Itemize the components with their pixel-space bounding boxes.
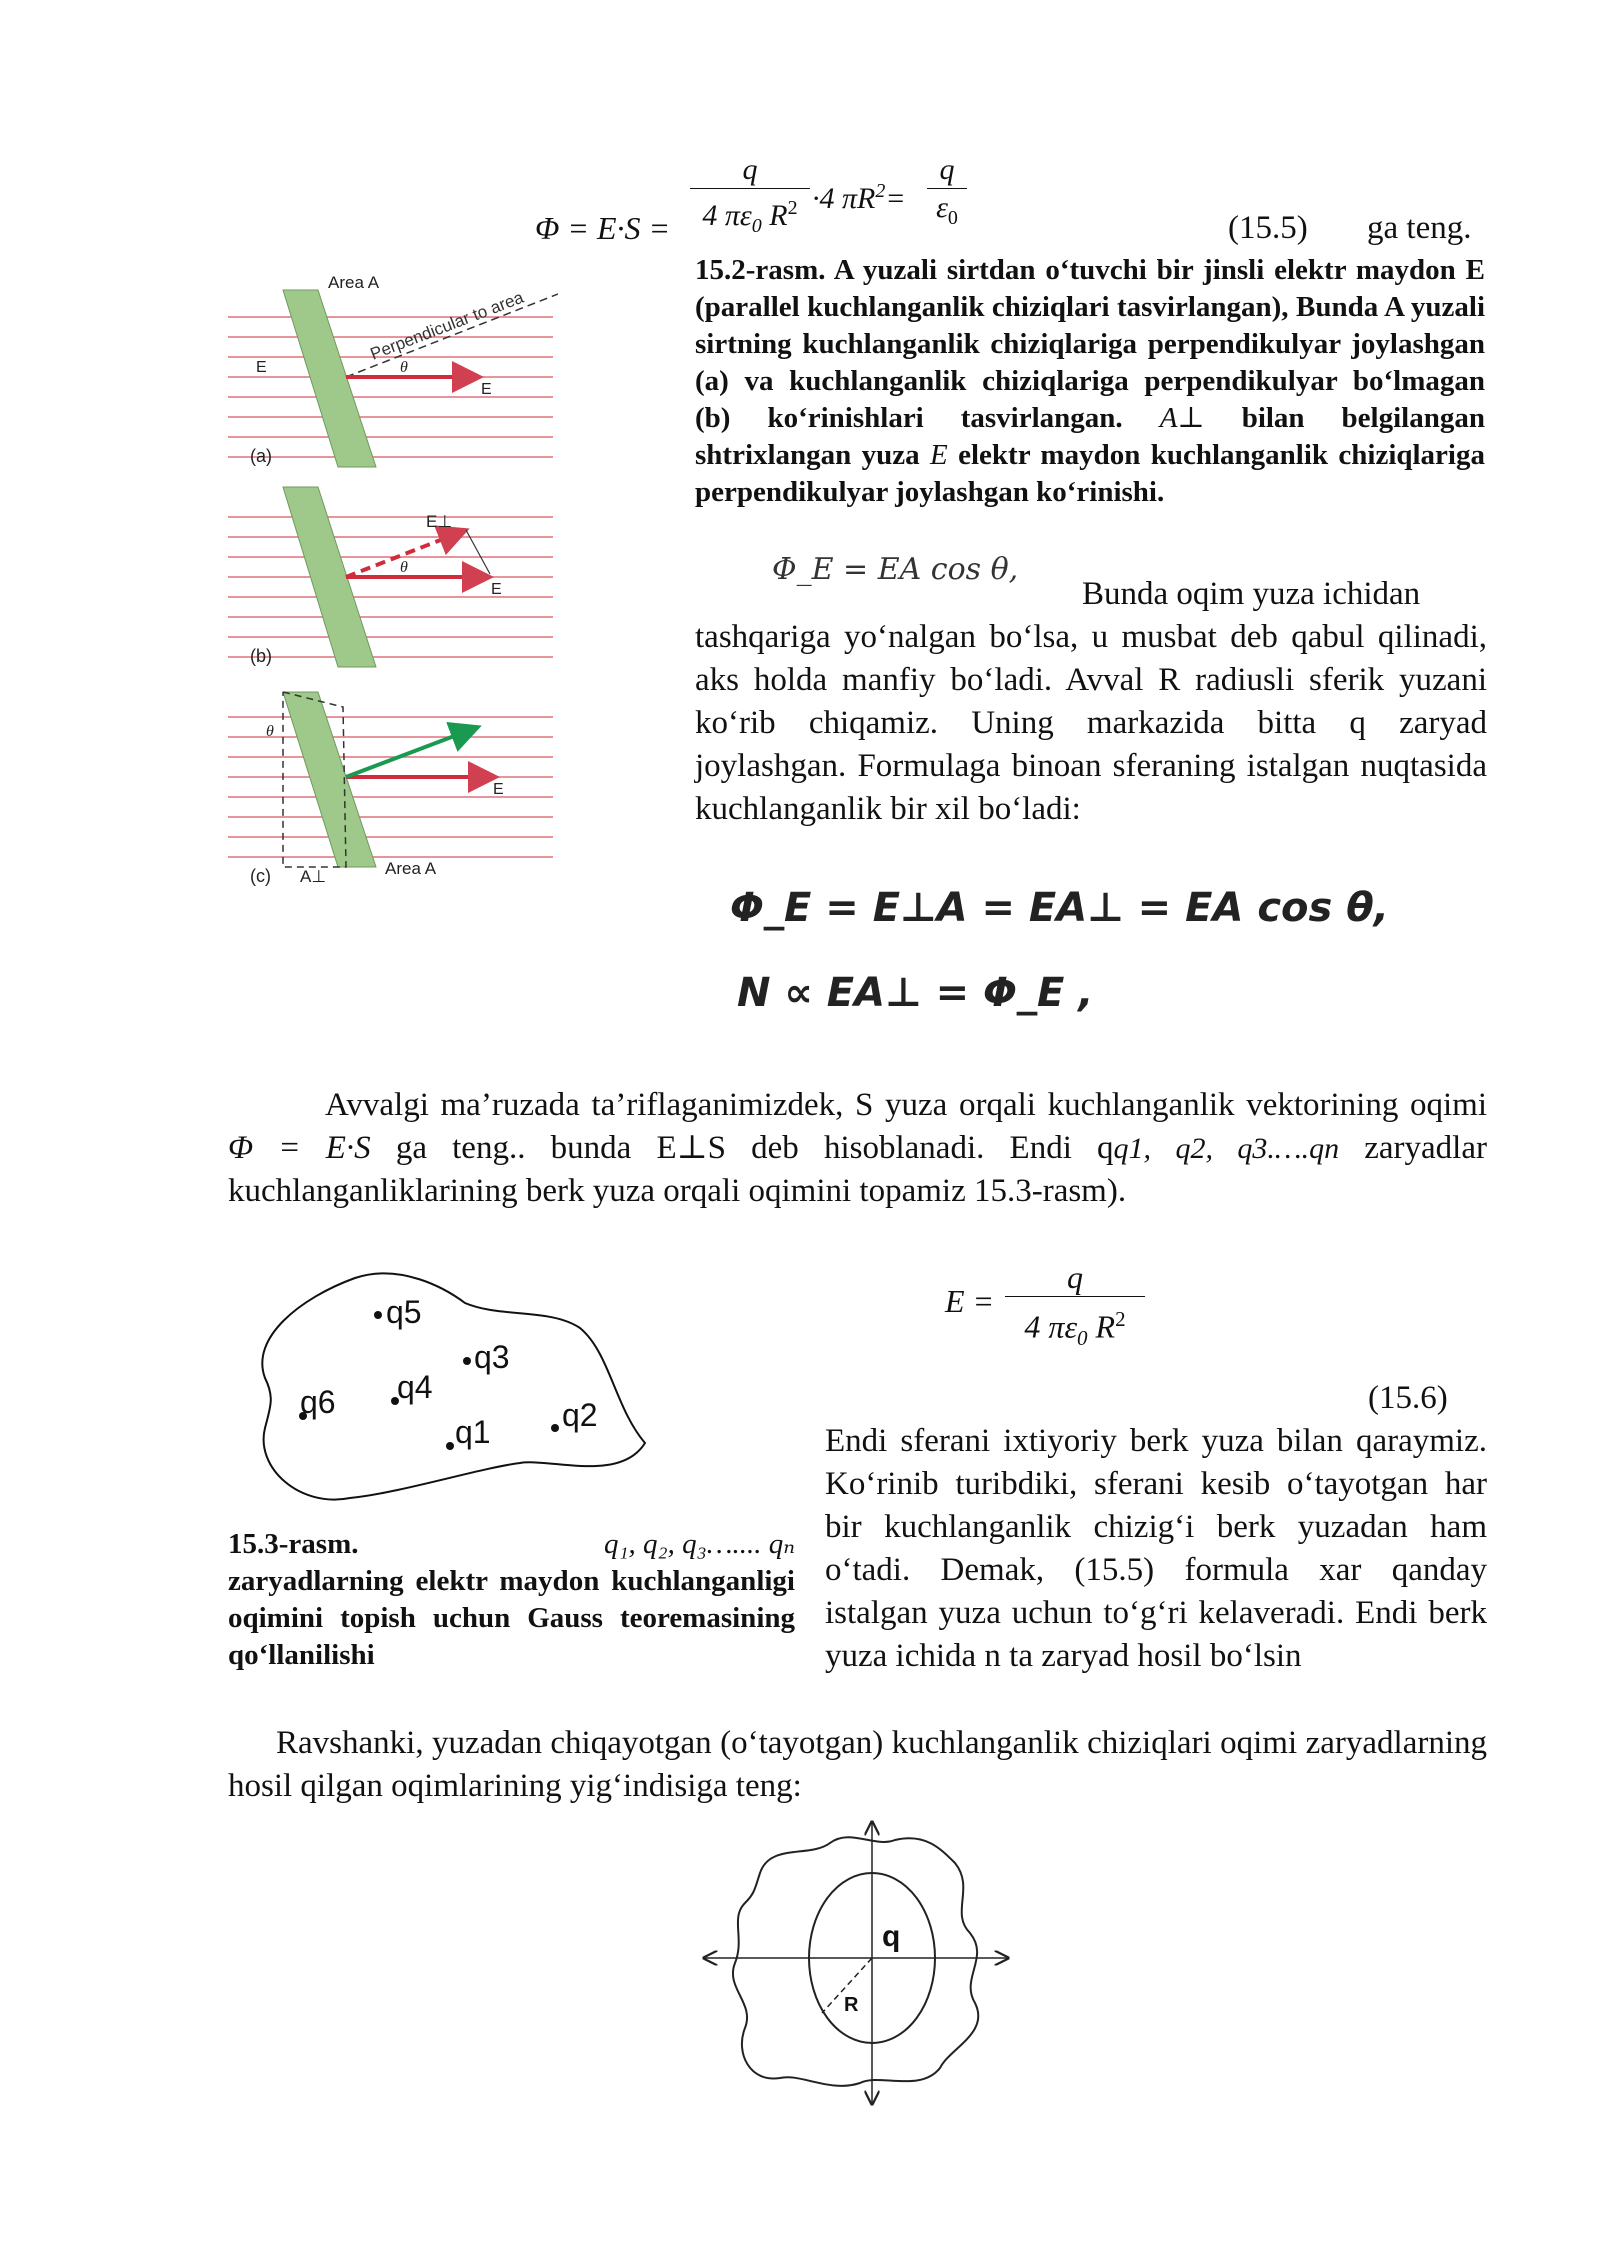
formula-15-6-number: (15.6) bbox=[1368, 1380, 1448, 1416]
panel-b-e: E bbox=[491, 581, 502, 598]
panel-b-field-lines bbox=[228, 517, 553, 657]
figure-15-3 bbox=[240, 1258, 660, 1508]
panel-b-theta: θ bbox=[400, 559, 408, 576]
formula-15-5-frac2: q $\varepsilon_0$ bbox=[927, 152, 967, 237]
panel-c-area-label: Area A bbox=[385, 859, 437, 878]
formula-15-5-mid: ·4 $\pi R^2=$ bbox=[812, 180, 906, 215]
paragraph-3: Endi sferani ixtiyoriy berk yuza bilan qaraymiz. Ko‘rinib turibdiki, sferani kesib o‘tayotgan har bir kuchlanganlik chizig‘i berk yuzadan ham o‘tadi. Demak, (15.5) formula xar qanday istalgan yuza uchun to‘g‘ri kelaveradi. Endi berk yuza ichida n ta zaryad hosil bo‘lsin bbox=[825, 1423, 1487, 1674]
panel-c-e: E bbox=[493, 781, 504, 798]
panel-a-perp-line bbox=[346, 294, 558, 377]
panel-a-area-label: Area A bbox=[328, 273, 380, 292]
big-equation-2: N ∝ EA⊥ = Φ_E , bbox=[737, 970, 1094, 1016]
charge-label: q1 bbox=[455, 1414, 491, 1450]
charge-label: q4 bbox=[397, 1369, 433, 1405]
formula-15-5-number: (15.5) bbox=[1228, 210, 1308, 246]
sphere-radius-label: R bbox=[844, 1994, 859, 2016]
charge-label: q3 bbox=[474, 1339, 510, 1375]
paragraph-2: Avvalgi ma’ruzada ta’riflaganimizdek, S yuza orqali kuchlanganlik vektorining oqimi Φ = E·S ga teng.. bunda E⊥S deb hisoblanadi. Endi qq1, q2, q3.….qn zaryadlar kuchlanganliklarining berk yuza orqali oqimini topamiz 15.3-rasm). bbox=[228, 1087, 1487, 1209]
panel-a-theta: θ bbox=[400, 359, 408, 376]
panel-c-theta: θ bbox=[266, 723, 274, 740]
sphere-charge-label: q bbox=[882, 1920, 901, 1953]
formula-15-5-tail: ga teng. bbox=[1367, 210, 1472, 246]
paragraph-1: tashqariga yo‘nalgan bo‘lsa, u musbat deb qabul qilinadi, aks holda manfiy bo‘ladi. Avval R radiusli sferik yuzani ko‘rib chiqamiz. Uning markazida bitta q zaryad joylashgan. Formulaga binoan sferaning istalgan nuqtasida kuchlanganlik bir xil bo‘ladi: bbox=[695, 619, 1487, 827]
paragraph-4: Ravshanki, yuzadan chiqayotgan (o‘tayotgan) kuchlanganlik chiziqlari oqimi zaryadlarning hosil qilgan oqimlarining yig‘indisiga teng: bbox=[228, 1725, 1487, 1804]
panel-a-perp-label: Perpendicular to area bbox=[367, 287, 527, 364]
formula-15-5-left: Φ = E·S = bbox=[535, 210, 671, 246]
arbitrary-surface bbox=[733, 1837, 978, 2086]
panel-b-label: (b) bbox=[250, 646, 272, 666]
panel-a-e-left: E bbox=[256, 359, 267, 376]
paragraph-1-start: Bunda oqim yuza ichidan bbox=[1082, 576, 1421, 612]
panel-c-aperp: A⊥ bbox=[300, 867, 327, 886]
panel-b-eperp: E⊥ bbox=[426, 512, 453, 531]
formula-15-6: E = q 4 $\pi\varepsilon_0$ $R^2$ bbox=[945, 1258, 1145, 1358]
caption-15-3: 15.3-rasm. q₁, q₂, q₃….... qₙ zaryadlarning elektr maydon kuchlanganligi oqimini topish uchun Gauss teoremasining qo‘llanilishi bbox=[228, 1528, 795, 1671]
charge-label: q6 bbox=[300, 1384, 336, 1420]
panel-c-label: (c) bbox=[250, 866, 271, 886]
caption-15-2: 15.2-rasm. A yuzali sirtdan o‘tuvchi bir jinsli elektr maydon E (parallel kuchlanganlik chiziqlari tasvirlangan), Bunda A yuzali sirtning kuchlanganlik chiziqlariga perpendikulyar joylashgan (a) va kuchlanganlik chiziqlariga perpendikulyar bo‘lmagan (b) ko‘rinishlari tasvirlangan. A⊥ bilan belgilangan shtrixlangan yuza E elektr maydon kuchlanganlik chiziqlariga perpendikulyar joylashgan ko‘rinishi. bbox=[695, 254, 1485, 508]
figure-sphere-in-surface bbox=[700, 1818, 1020, 2108]
flux-formula-small: Φ_E = EA cos θ, bbox=[772, 552, 1019, 587]
big-equation-1: Φ_E = E⊥A = EA⊥ = EA cos θ, bbox=[730, 885, 1389, 931]
charge-label: q5 bbox=[386, 1294, 422, 1330]
formula-15-5-frac1: q 4 $\pi\varepsilon_0$ $R^2$ bbox=[690, 152, 810, 245]
panel-c-area bbox=[283, 692, 376, 867]
panel-a-label: (a) bbox=[250, 446, 272, 466]
panel-c-field-lines bbox=[228, 717, 553, 857]
panel-c-normal-vector bbox=[346, 727, 478, 777]
figure-15-2 bbox=[228, 262, 558, 912]
panel-a-e-right: E bbox=[481, 381, 492, 398]
formula-15-5 bbox=[535, 152, 1485, 252]
charge-label: q2 bbox=[562, 1397, 598, 1433]
